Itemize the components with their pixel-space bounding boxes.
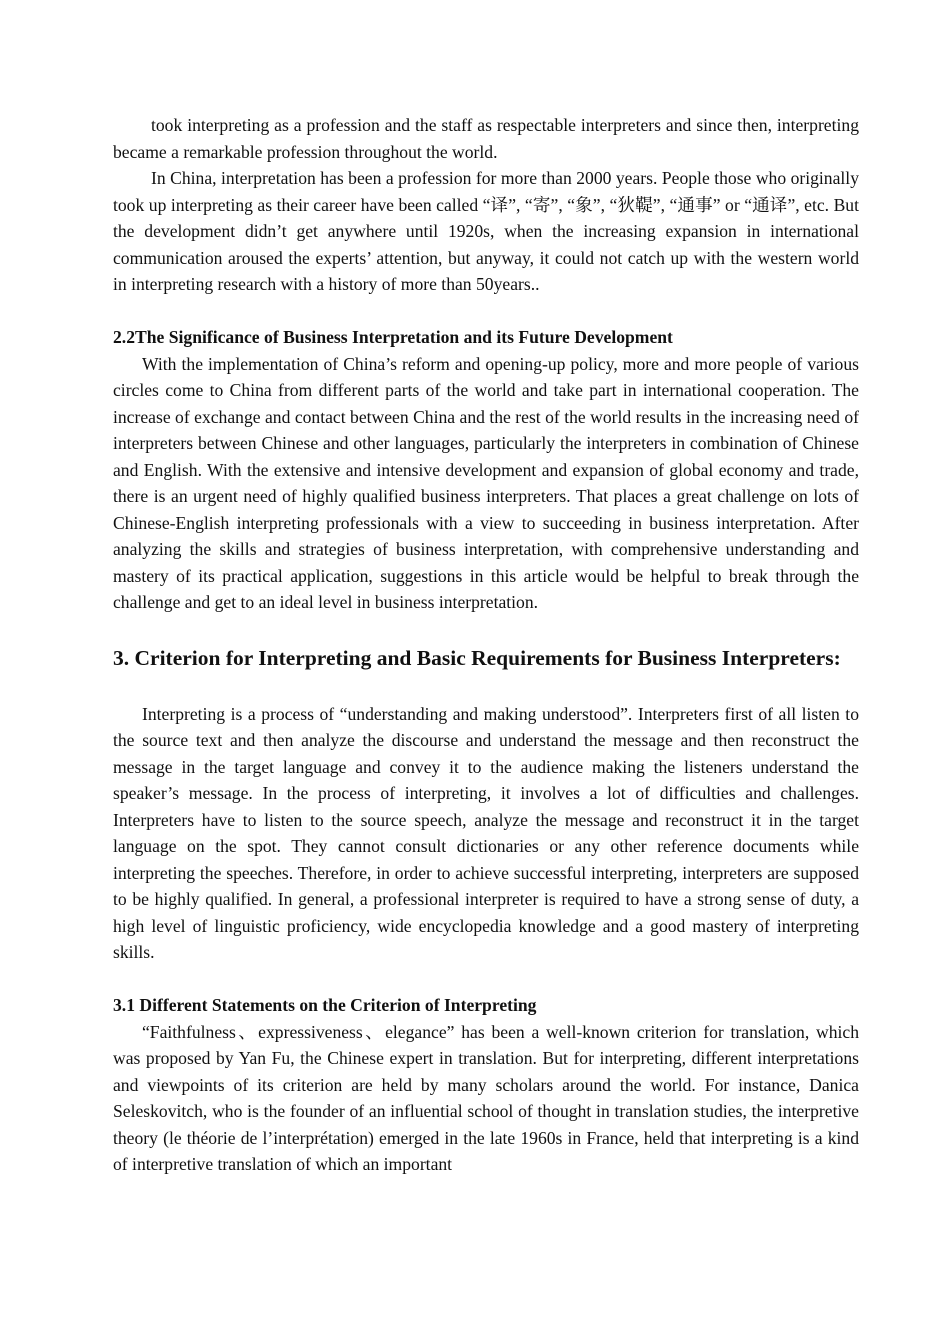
section-heading-3: 3. Criterion for Interpreting and Basic Requirements for Business Interpreters: (113, 645, 841, 670)
spacer (113, 616, 859, 643)
spacer (113, 674, 859, 701)
paragraph-profession-history: took interpreting as a profession and the staff as respectable interpreters and since then, interpreting became a remarkable profession throughout the world. (113, 115, 859, 162)
spacer (113, 966, 859, 993)
paragraph-significance: With the implementation of China’s reform and opening-up policy, more and more people of various circles come to China from different parts of the world and take part in international cooperation. The increase of exchange and contact between China and the rest of the world results in the increasing need of interpreters between Chinese and other languages, particularly the interpreters in combination of Chinese and English. With the extensive and intensive development and expansion of global economy and trade, there is an urgent need of highly qualified business interpreters. That places a great challenge on lots of Chinese-English interpreting professionals with a view to succeeding in business interpretation. After analyzing the skills and strategies of business interpretation, with comprehensive understanding and mastery of its practical application, suggestions in this article would be helpful to break through the challenge and get to an ideal level in business interpretation. (113, 353, 859, 612)
paragraph-criterion-statements: “Faithfulness、expressiveness、elegance” has been a well-known criterion for translation, which was proposed by Yan Fu, the Chinese expert in translation. But for interpreting, different interpretations and viewpoints of its criterion are held by many scholars around the world. For instance, Danica Seleskovitch, who is the founder of an influential school of thought in translation studies, the interpretive theory (le théorie de l’interprétation) emerged in the late 1960s in France, held that interpreting is a kind of interpretive translation of which an important (113, 1021, 859, 1174)
paragraph-interpreting-process: Interpreting is a process of “understanding and making understood”. Interpreters first of all listen to the source text and then analyze the discourse and understand the message and then reconstruct the message in the target language and convey it to the audience making the listeners understand the speaker’s message. In the process of interpreting, it involves a lot of difficulties and challenges. Interpreters have to listen to the source speech, analyze the message and reconstruct it in the target language on the spot. They cannot consult dictionaries or any other reference documents while interpreting the speeches. Therefore, in order to achieve successful interpreting, interpreters are supposed to be highly qualified. In general, a professional interpreter is required to have a strong sense of duty, a high level of linguistic proficiency, wide encyclopedia knowledge and a good mastery of interpreting skills. (113, 703, 859, 962)
section-heading-3-1: 3.1 Different Statements on the Criterion of Interpreting (113, 995, 537, 1015)
spacer (113, 298, 859, 325)
document-page (113, 112, 859, 1178)
section-heading-2-2: 2.2The Significance of Business Interpretation and its Future Development (113, 327, 673, 347)
paragraph-china-interpretation: In China, interpretation has been a profession for more than 2000 years. People those who originally took up interpreting as their career have been called “译”, “寄”, “象”, “狄鞮”, “通事” or “通译”, etc. But the development didn’t get anywhere until 1920s, when the increasing expansion in international communication aroused the experts’ attention, but anyway, it could not catch up with the western world in interpreting research with a history of more than 50years.. (113, 168, 859, 294)
